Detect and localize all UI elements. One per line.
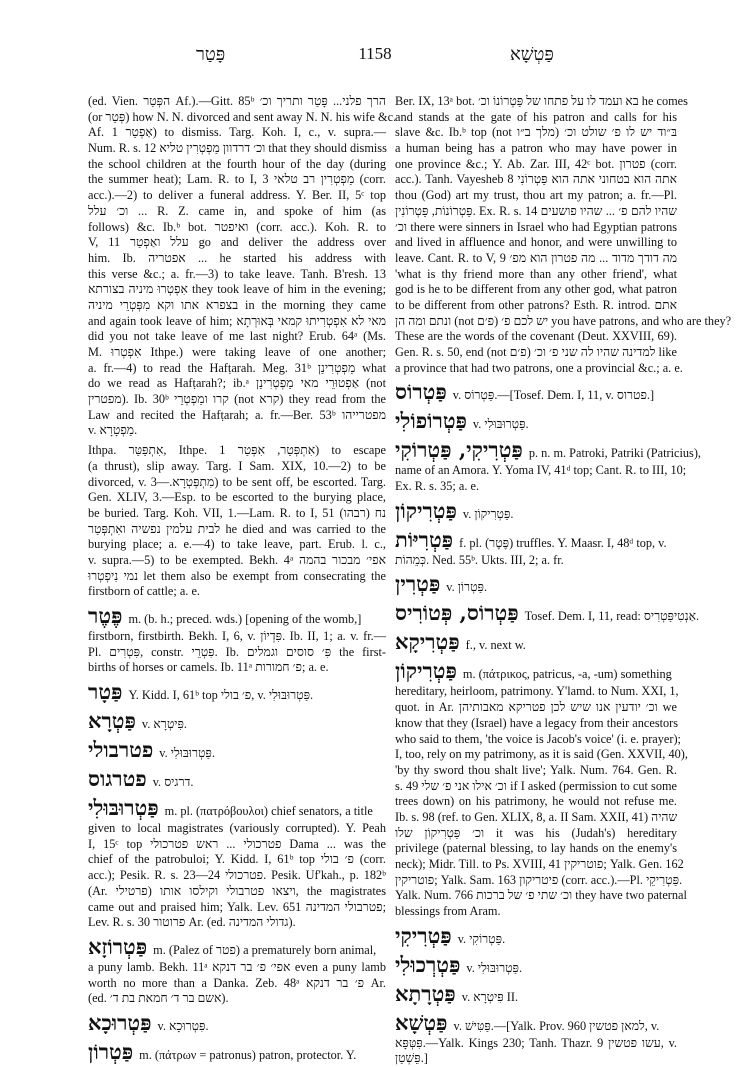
entry-headword: פַּטְשָׁא <box>395 1009 448 1035</box>
text-line: s. 49 וכ׳ אילו אני פ׳ שלי if I asked (permission to cut some <box>395 778 677 793</box>
text-line: to be different from other patrons? Esth. R. introd. אתם <box>395 297 677 312</box>
text-line: These are the words of the covenant (Deut. XXVIII, 69). <box>395 329 677 344</box>
text-line: 'what is thy friend more than any other friend', what <box>395 266 677 281</box>
dictionary-entry <box>395 408 677 434</box>
dictionary-entry <box>395 600 700 626</box>
text-line: follows) &c. Ib.ᵇ bot. ואיפטר (corr. acc.). Koh. R. to <box>88 219 386 234</box>
dictionary-entry <box>395 981 677 1007</box>
text-line: וכ׳ there were sinners in Israel who had Egyptian patrons <box>395 219 677 234</box>
text-line: Af. אַפְטַר 1) to dismiss. Targ. Koh. I, c., v. supra.— <box>88 125 387 140</box>
text-line: this verse &c.; a. fr.—3) to take leave. Tanh. B'resh. 13 <box>88 266 386 281</box>
dictionary-entry <box>88 1010 386 1036</box>
text-line: and again took leave of him; מאי לא אִפְטְרִיתוּ קמאי בְּאוּרְתָא <box>88 313 387 328</box>
text-line: Num. R. s. 12 וכ׳ דרדוון מַפְטְרִין טליא that they should dismiss <box>88 141 387 156</box>
text-line: do we read as Hafṭarah?; ib.ᵃ אַפְטוּרֵי מאי מַפְטְרִינַן (not <box>88 376 386 391</box>
text-line: worth no more than a Danka. Zeb. 48ᵃ פ׳ בר דנקא Ar. <box>88 975 386 990</box>
text-line: acc.).—2) to deliver a funeral address. Y. Ber. II, 5ᶜ top <box>88 188 386 203</box>
entry-headword: פַּטְרוּבּוּלִי <box>88 795 159 821</box>
text-line: know that they (Israel) have a legacy from their ancestors <box>395 715 679 730</box>
entry-definition: v. פִּיטְרָא II. <box>461 989 519 1004</box>
text-line: פֵּשְׁטַן.] <box>395 1051 428 1066</box>
right-column <box>395 94 732 1066</box>
entry-definition: v. פַּטְרוּבּוּלִי. <box>466 960 523 975</box>
entry-definition: p. n. m. Patroki, Patriki (Patricius), <box>528 446 701 461</box>
text-line: Gen. XLIV, 3.—Esp. to be escorted to the burying place, <box>88 490 386 505</box>
text-line: and lived in affluence and honor, and were unwilling to <box>395 235 677 250</box>
entry-headword: פַּטְרוֹזָא <box>88 933 148 959</box>
entry-headword: פַּטְרִיקִי <box>395 922 452 948</box>
dictionary-entry <box>395 1010 677 1036</box>
dictionary-entry <box>88 795 386 821</box>
dictionary-entry <box>395 527 677 553</box>
text-line: מפטרין). Ib. 30ᵇ קרו ומַפְטְרֵי (not קרא) they read from the <box>88 392 386 407</box>
text-line: acc.). Tanh. Vayesheb 8 אתה הוא בטחוני אתה הוא פַּטְרוֹנִי <box>395 172 677 187</box>
text-line: (ed. אשם בר ד׳ חמאת בת ד׳). <box>88 991 229 1006</box>
text-line: neck); Midr. Till. to Ps. XVIII, 41 פוטריקין; Yalk. Gen. 162 <box>395 857 684 871</box>
text-line: Ex. R. s. 35; a. e. <box>395 479 480 494</box>
text-line: burying place; a. e.—4) to take leave, part. Erub. l. c., <box>88 537 386 552</box>
entry-headword: פַּטְרוֹס, פְּטוֹרִיס <box>395 600 519 626</box>
entry-definition: m. (Palez of פטר) a prematurely born animal, <box>153 942 377 957</box>
dictionary-entry <box>395 571 677 597</box>
text-line: him. Ib. אפטריה ... he started his address with <box>88 250 386 265</box>
entry-definition: m. (πάτρικος, patricus, -a, -um) something <box>462 667 672 682</box>
entry-headword: פֶּטֶר <box>88 603 123 628</box>
text-line: slave &c. Ib.ᵇ top (not מלך ב״ו) בּ״וד יש לו פ׳ שולט וכ׳ <box>395 125 678 140</box>
entry-definition: v. פַּטְרוּבּוּלִי. <box>472 417 529 432</box>
entry-headword: פַּטְרִין <box>395 571 441 597</box>
text-line: given to local magistrates (variously corrupted). Y. Peah <box>88 821 386 836</box>
text-line: פוטריקין; Yalk. Sam. 163 פיטריקון (corr. acc.).—Pl. פַּטְרִיקֵי. <box>395 872 683 887</box>
text-line: the summer heat); Lam. R. to I, 3 מַפְטְרִין רב טלאי (corr. <box>88 172 386 187</box>
text-line: a province that had two patrons, one a provincial &c.; a. e. <box>395 360 683 375</box>
dictionary-entry <box>88 708 386 734</box>
entry-headword: פַּטְרָתָא <box>395 980 456 1006</box>
text-line: privilege (paternal blessing, to lay hands on the enemy's <box>395 841 677 856</box>
text-line: V, 11 עלל ואַפְטַר go and deliver the address over <box>88 235 386 250</box>
text-line: ונתם ומה הן (not פ׳ם) יש לכם פ׳ you have patrons, and who are they? <box>395 313 732 328</box>
entry-definition: f. pl. (פֶּטֶר) truffles. Y. Maasr. I, 48ᵈ top, v. <box>459 535 667 550</box>
text-line: name of an Amora. Y. Yoma IV, 41ᵈ top; Cant. R. to III, 10; <box>395 463 687 478</box>
text-line: וכ׳ פַּטְרִיקוֹן שלו it was his (Judah's) hereditary <box>395 825 678 840</box>
text-line: divorced, v. מִתְפְּטְרָא.—3) to be sent off, be escorted. Targ. <box>88 474 386 489</box>
text-line: (Ar. פרטילי) ויצאו פטרבולי וקילסו אותו, the magistrates <box>88 883 387 898</box>
text-line: a. fr.—4) to read the Hafṭarah. Meg. 31ᵇ מַפְטְרִינַן what <box>88 360 386 375</box>
entry-definition: v. פַּטְרִיקוֹן. <box>462 506 514 521</box>
entry-definition: v. פַּטְרוֹס.—[Tosef. Dem. I, 11, v. פטרוס.] <box>452 388 655 403</box>
entry-definition: v. פִּטְרוּכָא. <box>157 1018 209 1033</box>
text-line: came out and praised him; Yalk. Lev. 651 פטרבולי המדינה; <box>88 899 387 914</box>
entry-headword: פַּטָר <box>88 679 123 705</box>
text-line: פִּטְּפָּא.—Yalk. Kings 230; Tanh. Thazr. 9 עשו פטשין, v. <box>395 1035 678 1050</box>
text-line: quot. in Ar. וכ׳ יודעין אנו שיש לכן פטריקא מאבותיהן we <box>395 700 677 715</box>
dictionary-entry <box>395 379 677 405</box>
entry-headword: פַּטְרוּכָא <box>88 1009 152 1035</box>
text-line: M. אִפְטְרוּ Ithpe.) were taking leave of one another; <box>88 345 386 359</box>
text-line: v. מַפְטָרָא. <box>88 423 138 438</box>
text-line: a puny lamb. Bekh. 11ᵃ אפי׳ פ׳ בר דנקא even a puny lamb <box>88 959 386 974</box>
text-line: Pl. פִּטְרִים, constr. פִּטְרֵי. Ib. פִּ׳ סוסים וגמלים the first- <box>88 644 386 659</box>
text-line: אִפְטְרוּ מיניה בצורתא they took leave of him in the evening; <box>88 282 386 297</box>
entry-headword: פַּטְרוֹפוֹלִי <box>395 408 467 434</box>
entry-headword: פַּטְרְכוּלִי <box>395 951 461 977</box>
entry-headword: פַּטְרִיקִי, פַּטְרוֹקִי <box>395 437 523 463</box>
text-line: god is he to be different from any other god, what patron <box>395 282 677 297</box>
text-line: (or פְּטַר) how N. N. divorced and sent away N. N. his wife &c. <box>88 109 397 124</box>
entry-definition: Tosef. Dem. I, 11, read: אַנְטִיפַּטְרִיס. <box>524 609 700 624</box>
text-line: and stands at the gate of his patron and calls for his <box>395 109 677 124</box>
dictionary-entry <box>395 437 701 463</box>
text-line: Ber. IX, 13ᵃ bot. בא ועמד לו על פתחו של פַּטְרוֹנוֹ וכ׳ he comes <box>395 94 688 108</box>
dictionary-entry <box>395 658 677 684</box>
dictionary-entry <box>88 766 386 792</box>
text-line: וכ׳ עלל ... R. Z. came in, and spoke of him (as <box>88 203 386 218</box>
entry-definition: m. (πάτρων = patronus) patron, protector. Y. <box>139 1047 357 1062</box>
dictionary-entry <box>88 679 386 705</box>
text-line: one province &c.; Y. Ab. Zar. III, 42ᶜ bot. פטרון (corr. <box>395 156 677 171</box>
dictionary-entry <box>395 952 677 978</box>
text-line: 'by thy sword thou shalt live'; Yalk. Num. 764. Gen. R. <box>395 762 677 777</box>
entry-headword: פַּטְרִיקוֹן <box>395 497 457 523</box>
text-line: be buried. Targ. Koh. VII, 1.—Lam. R. to I, 51 נח (רבהו) <box>88 505 386 520</box>
entry-headword: פַּטְרִיּוֹת <box>395 526 454 552</box>
text-line: I, too, rely on my patrimony, as it is said (Gen. XXVII, 40), <box>395 747 688 762</box>
entry-headword: פַּטְרִיקוֹן <box>395 658 457 684</box>
text-line: leave. Cant. R. to V, 9 מה דודך מדוד ... מה פטרון הוא מפ׳ <box>395 250 678 265</box>
entry-definition: v. פִּיטְרָא. <box>141 717 187 732</box>
dictionary-entry <box>88 934 386 960</box>
text-line: trees down) on his patrimony, he would not refuse me. <box>395 794 677 809</box>
entry-definition: v. דרגיס. <box>152 775 194 790</box>
text-line: a human being has a patron who may have power in <box>395 141 677 156</box>
text-line: births of horses or camels. Ib. 11ᵃ פ׳ חמורות; a. e. <box>88 660 329 675</box>
text-line: Ib. s. 98 (ref. to Gen. XLIX, 8, a. II Sam. XXII, 41) שהיה <box>395 809 678 824</box>
text-line: Law and recited the Hafṭarah; a. fr.—Ber. 53ᵇ מפטרייהו <box>88 407 386 422</box>
dictionary-entry <box>395 923 677 949</box>
text-line: בצפרא אתו וקא מִפְּטְרֵי מיניה in the morning they came <box>88 297 386 312</box>
running-head-right: פַּטְשָׁא <box>510 44 554 65</box>
running-head-left: פָּטַר <box>196 44 226 65</box>
text-line: נמי נִיפְטְרוּ let them also be exempt from consecrating the <box>88 568 386 583</box>
text-line: (ed. Vien. הפְּטַר Af.).—Gitt. 85ᵇ הרך פלני... פָּטַר ותריך וכ׳ <box>88 94 386 108</box>
text-line: Lev. R. s. 30 פרוטור Ar. (ed. גדולי המדינה). <box>88 915 296 930</box>
text-line: hereditary, heirloom, patrimony. Y'lamd. to Num. XXI, 1, <box>395 684 679 699</box>
text-line: firstborn of cattle; a. e. <box>88 584 200 599</box>
left-column <box>88 94 397 1064</box>
text-line: blessings from Aram. <box>395 904 501 919</box>
entry-headword: פַּטְרוֹן <box>88 1038 134 1064</box>
entry-definition: Y. Kidd. I, 61ᵇ top פ׳ בולי, v. פַּטְרוּבּוּלִי. <box>128 688 314 703</box>
text-line: Gen. R. s. 50, end (not פ׳ם) למדינה שהיו לה שני פ׳ וכ׳ like <box>395 345 678 359</box>
text-line: who said to them, 'the voice is Jacob's voice' (i. e. prayer); <box>395 731 681 746</box>
entry-headword: פַּטְרָא <box>88 708 136 734</box>
text-line: לבית עלמין נפשיה ואִתְפְּטַר he died and was carried to the <box>88 521 386 536</box>
dictionary-entry <box>395 629 677 655</box>
entry-headword: פטרבולי <box>88 737 154 763</box>
dictionary-entry <box>395 498 677 524</box>
text-line: did you not take leave of me last night? Erub. 64ᵃ (Ms. <box>88 329 386 344</box>
dictionary-entry <box>88 603 386 629</box>
entry-definition: v. פַּטְרוֹקִי. <box>457 931 506 946</box>
entry-definition: m. (b. h.; preced. wds.) [opening of the womb,] <box>128 612 362 626</box>
entry-headword: פַּטְרִיקָא <box>395 629 460 655</box>
text-line: כְּמֵהוֹת. Ned. 55ᵇ. Ukts. III, 2; a. fr. <box>395 552 564 567</box>
text-line: acc.); Pesik. R. s. 23—24 פטרכולי. Pesik. Uf'kah., p. 182ᵇ <box>88 868 386 883</box>
dictionary-entry <box>88 737 386 763</box>
text-line: Ithpa. אִתְפַּטַּר, Ithpe. אִתְפְּטַר, אִפְּטַר 1) to escape <box>88 443 386 458</box>
text-line: v. supra.—5) to be exempted. Bekh. 4ᵃ אפי׳ מבכור בהמה <box>88 552 387 567</box>
entry-definition: v. פַּטְרוּבּוּלִי. <box>159 746 215 761</box>
text-line: firstborn, firstbirth. Bekh. I, 6, v. פִּדְיוֹן. Ib. II, 1; a. v. fr.— <box>88 629 386 643</box>
text-line: (a thrust), slip away. Targ. I Sam. XIX, 10.—2) to be <box>88 458 386 473</box>
entry-headword: פַּטְרוֹס <box>395 379 447 405</box>
entry-definition: v. פַּטְרוֹן. <box>446 580 488 595</box>
text-line: the school children at the fourth hour of the day (during <box>88 156 386 171</box>
text-line: פַּטְרוֹנוֹת, פַּטְרוֹנִין. Ex. R. s. 14 שהיו להם פ׳ ... שהיו פושעים <box>395 203 677 218</box>
entry-definition: v. פַּטִּישׁ.—[Yalk. Prov. 960 למאן פטשין, v. <box>453 1018 660 1033</box>
text-line: thou (God) art my trust, thou art my patron; a. fr.—Pl. <box>395 188 677 203</box>
dictionary-entry <box>88 1039 386 1065</box>
text-line: Yalk. Num. 766 וכ׳ שתי פ׳ של ברכות they have two paternal <box>395 888 687 903</box>
text-line: chief of the patrobuloi; Y. Kidd. I, 61ᵇ top פ׳ בולי (corr. <box>88 852 386 867</box>
entry-definition: m. pl. (πατρόβουλοι) chief senators, a title <box>164 804 373 819</box>
text-line: I, 15ᶜ top פטרכולי ... ראש פטרכולי Dama ... was the <box>88 836 386 851</box>
page-number: 1158 <box>358 44 392 63</box>
entry-definition: f., v. next w. <box>465 638 526 653</box>
entry-headword: פטרגוס <box>88 766 147 792</box>
